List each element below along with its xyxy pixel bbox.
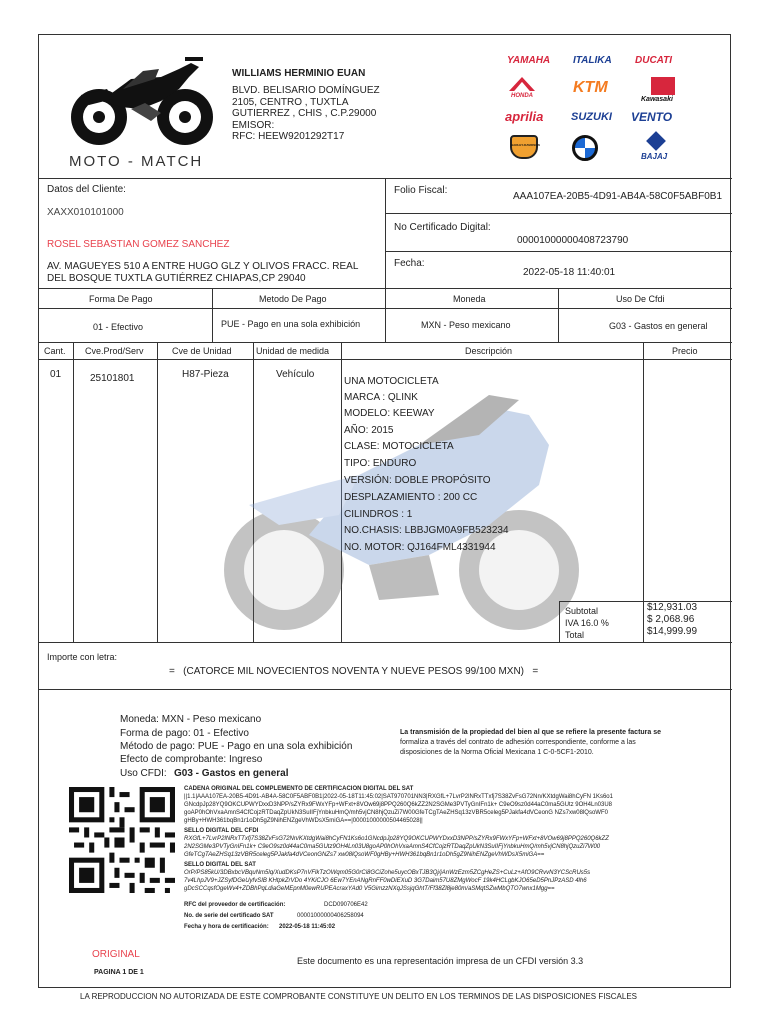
cadena-line-3: goAP0hOhVxaAmnS4CfCojzRTDaqZpUkN3SuIIFjYnbkuHmQ/mh5vjCN8hjQzuZi7W00GfeTCgTAeZHSq13zVBR5celeg5PJakfa4dVCeonG NZs7xw08lQsoWF0: [184, 810, 608, 816]
client-name: ROSEL SEBASTIAN GOMEZ SANCHEZ: [47, 239, 230, 250]
brand-bajaj: BAJAJ: [641, 152, 668, 161]
company-logo: [61, 49, 221, 169]
importe-text: = (CATORCE MIL NOVECIENTOS NOVENTA Y NUEVE PESOS 99/100 MXN) =: [169, 666, 539, 677]
brand-suzuki: SUZUKI: [571, 111, 612, 123]
honda-wing-icon: [509, 77, 535, 91]
sello-sat-line-2: 7v4LhpJV9+JZSyfDGeUyfvSIB KHtpkZrVDo 4YKiCJO 6Ew7YEnANgRnFF0wDiEXuD 3G7Daim57U8ZMgWocF 19k4HCLgbKJO65eD5PnJPzASD 4lh6: [184, 878, 587, 884]
fecha-value: 2022-05-18 11:40:01: [523, 267, 616, 278]
subtotal-value: $12,931.03: [647, 602, 698, 613]
bajaj-icon: [646, 131, 666, 151]
header-precio: Precio: [672, 346, 698, 356]
cadena-line-1: ||1.1|AAA107EA-20B5-4D91-AB4A-58C0F5ABF0B1|2022-05-18T11:45:02|SAT970701NN3|RXGfL+7LvrP2lNRxTTxfj7S38ZvFsG72Nn/KXtdgWai8hCyFN 1Ks6o1: [184, 794, 613, 800]
serie-label: No. de serie del certificado SAT: [184, 913, 274, 919]
item-cant: 01: [50, 369, 62, 380]
desc-line-2: MARCA : QLINK: [344, 392, 418, 403]
qr-code-icon: [69, 787, 175, 893]
header-cant: Cant.: [44, 346, 66, 356]
subtotal-label: Subtotal: [565, 606, 599, 616]
motorcycle-logo-icon: [61, 49, 221, 154]
brand-harley: HARLEY-DAVIDSON: [511, 143, 540, 147]
desc-line-1: UNA MOTOCICLETA: [344, 376, 439, 387]
header-forma-pago: Forma De Pago: [89, 294, 153, 304]
desc-line-7: VERSIÓN: DOBLE PROPÓSITO: [344, 475, 491, 486]
cfdi-representation: Este documento es una representación impresa de un CFDI versión 3.3: [297, 956, 584, 966]
brand-bmw: BMW: [572, 162, 575, 163]
summary-metodo: Método de pago: PUE - Pago en una sola exhibición: [120, 741, 353, 752]
folio-fiscal-label: Folio Fiscal:: [394, 185, 448, 196]
rfc-prov-value: DCD090706E42: [324, 902, 368, 908]
value-forma-pago: 01 - Efectivo: [93, 322, 144, 332]
desc-line-8: DESPLAZAMIENTO : 200 CC: [344, 492, 478, 503]
kawasaki-k-icon: [651, 77, 675, 95]
brand-ducati: DUCATI: [635, 55, 673, 66]
legal-text-1: La transmisión de la propiedad del bien al que se refiere la presente factura se: [400, 729, 662, 736]
brand-kawasaki: Kawasaki: [641, 96, 673, 103]
fecha-label: Fecha:: [394, 258, 425, 269]
desc-line-5: CLASE: MOTOCICLETA: [344, 441, 454, 452]
pagina-label: PAGINA 1 DE 1: [94, 969, 144, 976]
logo-text: MOTO - MATCH: [69, 153, 204, 170]
sello-sat-line-3: gDcSCCqsfOgeWv4+ZDBhPqLdiaGeMEpnM0ewRUPEAcraxYAd0 V5GimzzNXqJSsjqGhtT/Ff38Zl8je80m/aSMqtSZwMbQTO7wnx1Mgg==: [184, 886, 555, 892]
summary-forma: Forma de pago: 01 - Efectivo: [120, 728, 249, 739]
summary-moneda: Moneda: MXN - Peso mexicano: [120, 714, 262, 725]
company-address-line-3: GUTIERREZ , CHIS , C.P.29000: [232, 108, 377, 119]
desc-line-9: CILINDROS : 1: [344, 509, 413, 520]
brand-aprilia: aprilia: [505, 109, 544, 124]
emisor-label: EMISOR:: [232, 120, 275, 131]
brand-honda: HONDA: [511, 93, 533, 99]
total-label: Total: [565, 630, 585, 640]
header-unidad-medida: Unidad de medida: [256, 346, 330, 356]
summary-efecto: Efecto de comprobante: Ingreso: [120, 754, 263, 765]
fecha-cert-value: 2022-05-18 11:45:02: [279, 924, 336, 930]
sello-cfdi-line-2: 2N2SGMe3PVTyGnIFn1k+ C9eO9sz0d44aC0ma5GUtz9OH4Ln03U8goAP0hOhVxaAmnS4CfCojzRTDaqZpUkN3SuIIFjYnbkuHmQ/mh5vjCN8hjQzuZi7W00: [184, 844, 601, 850]
cert-label: No Certificado Digital:: [394, 222, 491, 233]
value-moneda: MXN - Peso mexicano: [421, 320, 511, 330]
client-address-1: AV. MAGUEYES 510 A ENTRE HUGO GLZ Y OLIVOS FRACC. REAL: [47, 261, 359, 272]
summary-uso-value: G03 - Gastos en general: [174, 768, 289, 779]
iva-label: IVA 16.0 %: [565, 618, 609, 628]
client-label: Datos del Cliente:: [47, 184, 126, 195]
client-address-2: DEL BOSQUE TUXTLA GUTIÉRREZ CHIAPAS,CP 29040: [47, 273, 306, 284]
cadena-title: CADENA ORIGINAL DEL COMPLEMENTO DE CERTIFICACION DIGITAL DEL SAT: [184, 786, 414, 792]
folio-fiscal-value: AAA107EA-20B5-4D91-AB4A-58C0F5ABF0B1: [513, 191, 723, 202]
sello-cfdi-line-1: RXGfL+7LvrP2lNRxTTxfj7S38ZvFsG72Nn/KXtdgWai8hCyFN1Ks6o1GNcdpJp28YQ9OKCUPWYDxxD3NPP/sZYRx9FWxYFp+WFxt+8VOw69j8PPQ260Q6kZZ: [184, 836, 609, 842]
header-descripcion: Descripción: [465, 346, 513, 356]
desc-line-3: MODELO: KEEWAY: [344, 408, 435, 419]
fecha-cert-label: Fecha y hora de certificación:: [184, 924, 269, 930]
desc-line-4: AÑO: 2015: [344, 425, 394, 436]
sello-sat-line-1: OrP/PS85kU/3DBxbcVBquNm5lq/XudDKsP7nVFlkTzOWqm05G0rCi8GCiZohe5uycOBxTJB3Qj/jAnWzEzm5ZCgHeZS+CuLz+AfO9CRvvN3YCScRUs5s: [184, 870, 591, 876]
original-label: ORIGINAL: [92, 949, 140, 960]
desc-line-10: NO.CHASIS: LBBJGM0A9FB523234: [344, 525, 509, 536]
brand-vento: VENTO: [631, 110, 673, 124]
header-moneda: Moneda: [453, 294, 486, 304]
header-cve-prod: Cve.Prod/Serv: [85, 346, 144, 356]
company-address-line-2: 2105, CENTRO , TUXTLA: [232, 97, 349, 108]
invoice-document: [38, 34, 731, 988]
brand-ktm: KTM: [573, 79, 608, 96]
company-address-line-1: BLVD. BELISARIO DOMÍNGUEZ: [232, 85, 380, 96]
cert-value: 00001000000408723790: [517, 235, 629, 246]
harley-shield-icon: [510, 135, 538, 159]
bmw-roundel-icon: [572, 135, 598, 161]
sello-sat-title: SELLO DIGITAL DEL SAT: [184, 862, 256, 868]
brand-yamaha: YAMAHA: [507, 55, 551, 66]
legal-text-2: formaliza a través del contrato de adhesión correspondiente, conforme a las: [400, 739, 636, 746]
client-rfc: XAXX010101000: [47, 207, 124, 218]
summary-uso-label: Uso CFDI:: [120, 768, 167, 779]
brand-italika: ITALIKA: [573, 55, 612, 66]
item-cve-unidad: H87-Pieza: [182, 369, 229, 380]
item-cve-prod: 25101801: [90, 373, 135, 384]
item-unidad: Vehículo: [276, 369, 315, 380]
sello-cfdi-line-3: GfeTCgTAeZHSq13zVBR5celeg5PJakfa4dVCeonGNZs7 xw08lQsoWF0gHBy+HWH361bqBn1r1oDh5gZ9NihENZgeVhWDsX5miGA==: [184, 852, 545, 858]
footer-disclaimer: LA REPRODUCCION NO AUTORIZADA DE ESTE COMPROBANTE CONSTITUYE UN DELITO EN LOS TERMINOS DE LAS DISPOSICIONES FISCALES: [80, 992, 637, 1001]
serie-value: 00001000000406258094: [297, 913, 364, 919]
desc-line-11: NO. MOTOR: QJ164FML4331944: [344, 542, 496, 553]
sello-cfdi-title: SELLO DIGITAL DEL CFDI: [184, 828, 259, 834]
header-metodo-pago: Metodo De Pago: [259, 294, 327, 304]
rfc-prov-label: RFC del proveedor de certificación:: [184, 902, 286, 908]
header-cve-unidad: Cve de Unidad: [172, 346, 232, 356]
value-uso-cfdi: G03 - Gastos en general: [609, 321, 708, 331]
total-value: $14,999.99: [647, 626, 698, 637]
importe-label: Importe con letra:: [47, 652, 118, 662]
header-uso-cfdi: Uso De Cfdi: [616, 294, 665, 304]
legal-text-3: disposiciones de la Norma Oficial Mexicana 1 C-0-5CF1-2010.: [400, 749, 594, 756]
company-name: WILLIAMS HERMINIO EUAN: [232, 68, 366, 79]
value-metodo-pago: PUE - Pago en una sola exhibición: [221, 319, 361, 329]
emisor-rfc: RFC: HEEW9201292T17: [232, 131, 345, 142]
cadena-line-4: gHBy+HWH361bqBn1r1oDh5gZ9NihENZgeVhWDsX5miGA==|00001000000504465028||: [184, 818, 423, 824]
cadena-line-2: GNcdpJp28YQ9OKCUPWYDxxD3NPP/sZYRx9FWxYFp+WFxt+8VOw69j8PPQ260Q6kZZ2N2SGMe3PVTyGnIFn1k+ C9eO9sz0d44aC0ma5GUtz 9OH4Ln03U8: [184, 802, 612, 808]
iva-value: $ 2,068.96: [647, 614, 695, 625]
desc-line-6: TIPO: ENDURO: [344, 458, 417, 469]
